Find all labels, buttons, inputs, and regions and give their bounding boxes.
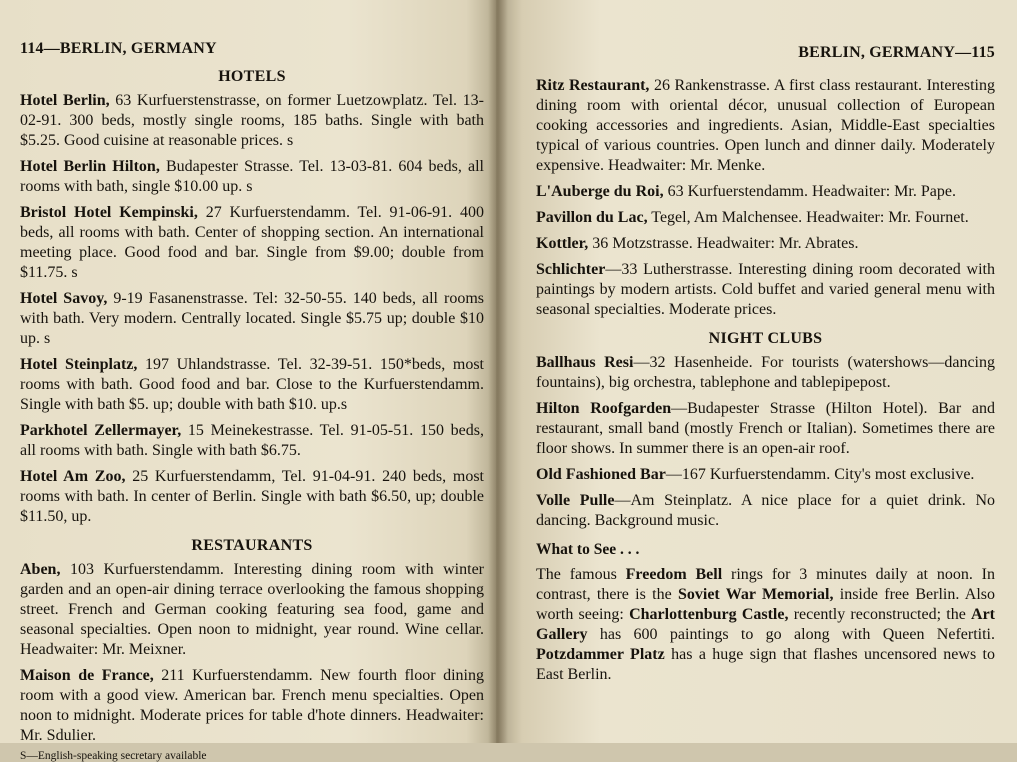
what-to-see-heading: What to See . . . bbox=[536, 541, 640, 558]
hotel-entry bbox=[20, 157, 484, 197]
hotel-name: Hotel Berlin, bbox=[20, 92, 110, 109]
restaurant-name: Kottler, bbox=[536, 235, 589, 252]
sight-name: Potzdammer Platz bbox=[536, 646, 665, 663]
nightclub-text: —32 Hasenheide. For tourists (watershows—dancing fountains), big orchestra, tablephone and tablepipepost. bbox=[536, 354, 995, 391]
hotel-entry bbox=[20, 91, 484, 151]
hotel-entry bbox=[20, 467, 484, 527]
hotel-text: 25 Kurfuerstendamm, Tel. 91-04-91. 240 beds, most rooms with bath. In center of Berlin. Single with bath $6.50, up; double $11.50, up. bbox=[20, 468, 485, 525]
nightclub-entry bbox=[536, 465, 995, 485]
nightclub-entry bbox=[536, 399, 995, 459]
hotel-text: Budapester Strasse. Tel. 13-03-81. 604 beds, all rooms with bath, single $10.00 up. s bbox=[20, 158, 484, 195]
restaurant-entry bbox=[536, 260, 995, 320]
book-gutter bbox=[488, 0, 508, 743]
restaurant-name: Ritz Restaurant, bbox=[536, 77, 650, 94]
hotel-entry bbox=[20, 355, 484, 415]
restaurants-heading: RESTAURANTS bbox=[191, 537, 313, 554]
nightclub-text: —Am Steinplatz. A nice place for a quiet drink. No dancing. Background music. bbox=[536, 492, 996, 529]
nightclub-name: Volle Pulle bbox=[536, 492, 615, 509]
sights-text: has a huge sign that flashes uncensored news to East Berlin. bbox=[536, 646, 996, 683]
sights-text: rings for 3 minutes daily at noon. In contrast, there is the bbox=[536, 566, 995, 603]
restaurant-entry bbox=[536, 234, 995, 254]
nightclubs-heading: NIGHT CLUBS bbox=[708, 330, 823, 347]
restaurant-entry bbox=[20, 666, 484, 746]
nightclub-entry bbox=[536, 491, 995, 531]
right-page bbox=[496, 0, 1017, 743]
restaurant-entry bbox=[536, 182, 995, 202]
nightclub-text: —Budapester Strasse (Hilton Hotel). Bar and restaurant, small band (mostly French or Italian). Sometimes there are floor shows. In summer there is an open-air roof. bbox=[536, 400, 995, 457]
restaurant-text: 63 Kurfuerstendamm. Headwaiter: Mr. Pape. bbox=[663, 183, 956, 200]
restaurant-entry bbox=[20, 560, 484, 660]
hotel-name: Hotel Steinplatz, bbox=[20, 356, 138, 373]
restaurant-name: Maison de France, bbox=[20, 667, 154, 684]
restaurant-text: 211 Kurfuerstendamm. New fourth floor dining room with a good view. American bar. French menu specialties. Open noon to midnight. Moderate prices for table d'hote dinners. Headwaiter: Mr. Sdulier. bbox=[20, 667, 484, 744]
hotel-text: 9-19 Fasanenstrasse. Tel: 32-50-55. 140 beds, all rooms with bath. Very modern. Centrally located. Single $5.75 up; double $10 up. s bbox=[20, 290, 484, 347]
restaurant-text: Tegel, Am Malchensee. Headwaiter: Mr. Fournet. bbox=[647, 209, 969, 226]
right-running-head: BERLIN, GERMANY—115 bbox=[798, 44, 995, 61]
sights-text: recently reconstructed; the bbox=[788, 606, 972, 623]
hotel-name: Hotel Am Zoo, bbox=[20, 468, 126, 485]
hotel-text: 27 Kurfuerstendamm. Tel. 91-06-91. 400 beds, all rooms with bath. Center of shopping section. An international meeting place. Good food and bar. Single from $9.00; double from $11.75. s bbox=[20, 204, 484, 281]
restaurant-name: Schlichter bbox=[536, 261, 606, 278]
what-to-see-paragraph bbox=[536, 565, 995, 685]
hotel-name: Hotel Berlin Hilton, bbox=[20, 158, 160, 175]
hotel-text: 197 Uhlandstrasse. Tel. 32-39-51. 150*beds, most rooms with bath. Good food and bar. Close to the Kurfuerstendamm. Single with bath $5. up; double with bath $10. up.s bbox=[20, 356, 484, 413]
sight-name: Art Gallery bbox=[536, 606, 995, 643]
sight-name: Freedom Bell bbox=[625, 566, 723, 583]
sights-text: has 600 paintings to go along with Queen Nefertiti. bbox=[587, 626, 995, 643]
left-running-head: 114—BERLIN, GERMANY bbox=[20, 40, 217, 57]
restaurant-text: 26 Rankenstrasse. A first class restaurant. Interesting dining room with oriental décor, unusual collection of European cooking accessories and ingredients. Asian, Middle-East specialties typical of various countries. Open lunch and dinner daily. Moderately expensive. Headwaiter: Mr. Menke. bbox=[536, 77, 995, 174]
restaurant-name: Aben, bbox=[20, 561, 61, 578]
nightclub-name: Hilton Roofgarden bbox=[536, 400, 672, 417]
hotel-text: 63 Kurfuerstenstrasse, on former Luetzowplatz. Tel. 13-02-91. 300 beds, mostly single rooms, 185 baths. Single with bath $5.25. Good cuisine at reasonable prices. s bbox=[20, 92, 484, 149]
hotel-name: Parkhotel Zellermayer, bbox=[20, 422, 182, 439]
nightclub-entry bbox=[536, 353, 995, 393]
restaurant-name: Pavillon du Lac, bbox=[536, 209, 648, 226]
hotel-entry bbox=[20, 421, 484, 461]
restaurant-text: 36 Motzstrasse. Headwaiter: Mr. Abrates. bbox=[588, 235, 859, 252]
nightclub-name: Old Fashioned Bar bbox=[536, 466, 666, 483]
sights-text: inside free Berlin. Also worth seeing: bbox=[536, 586, 996, 623]
restaurant-entry bbox=[536, 208, 995, 228]
hotel-name: Hotel Savoy, bbox=[20, 290, 108, 307]
nightclub-name: Ballhaus Resi bbox=[536, 354, 634, 371]
sights-text: The famous bbox=[536, 566, 626, 583]
restaurant-text: —33 Lutherstrasse. Interesting dining room decorated with paintings by modern artists. Cold buffet and varied general menu with seasonal specialties. Moderate prices. bbox=[536, 261, 995, 318]
restaurant-entry bbox=[536, 76, 995, 176]
sight-name: Soviet War Memorial, bbox=[677, 586, 834, 603]
nightclub-text: —167 Kurfuerstendamm. City's most exclusive. bbox=[665, 466, 975, 483]
restaurant-name: L'Auberge du Roi, bbox=[536, 183, 664, 200]
hotel-name: Bristol Hotel Kempinski, bbox=[20, 204, 198, 221]
sight-name: Charlottenburg Castle, bbox=[629, 606, 789, 623]
hotel-entry bbox=[20, 289, 484, 349]
footnote: S—English-speaking secretary available bbox=[20, 750, 207, 762]
hotel-text: 15 Meinekestrasse. Tel. 91-05-51. 150 beds, all rooms with bath. Single with bath $6.75. bbox=[20, 422, 485, 459]
left-page bbox=[0, 0, 496, 762]
hotels-heading: HOTELS bbox=[218, 68, 286, 85]
hotel-entry bbox=[20, 203, 484, 283]
restaurant-text: 103 Kurfuerstendamm. Interesting dining room with winter garden and an open-air dining terrace overlooking the famous shopping street. French and German cooking featuring sea food, game and seasonal specialties. Open noon to midnight, year round. Wine cellar. Headwaiter: Mr. Meixner. bbox=[20, 561, 484, 658]
